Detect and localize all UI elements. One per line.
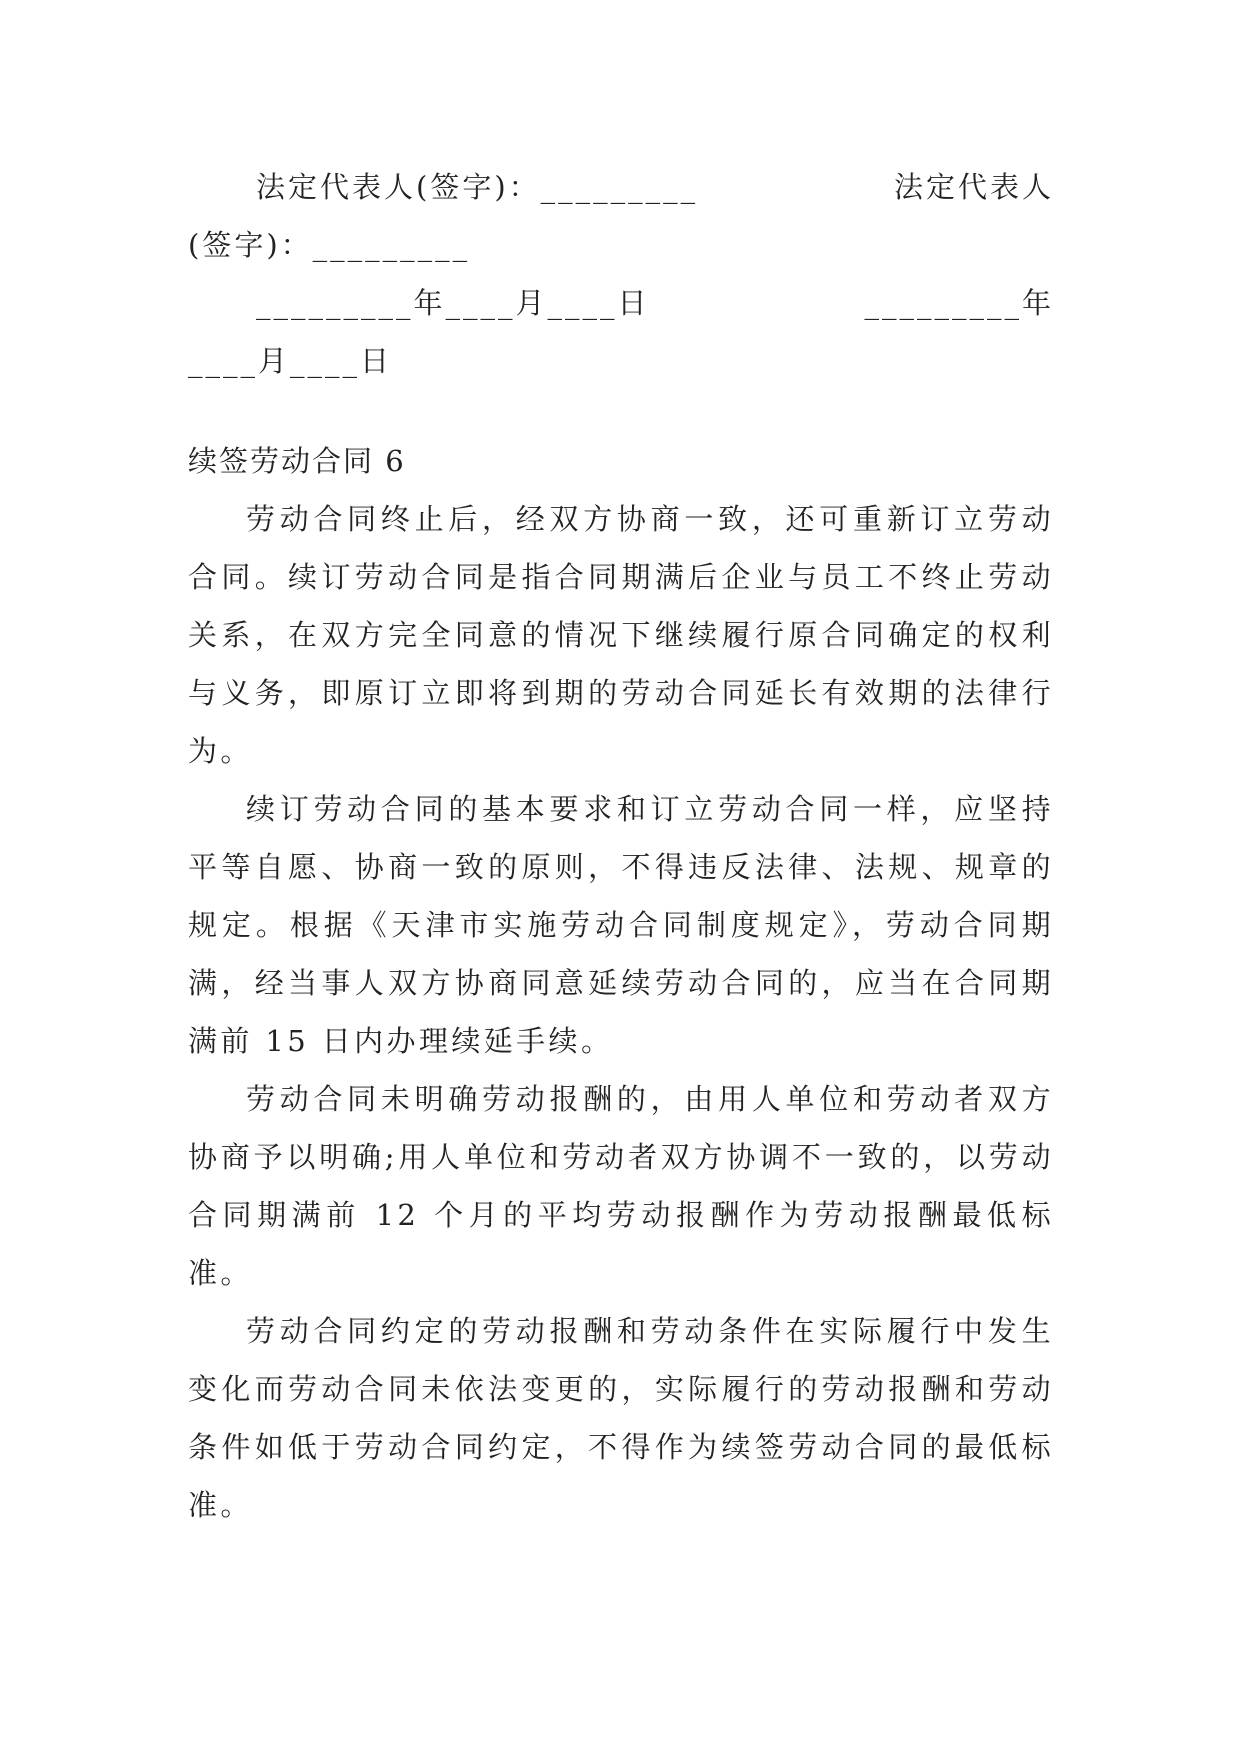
signature-row — [188, 158, 1054, 216]
date-continuation: ____月____日 — [188, 344, 393, 378]
legal-rep-signature-right: 法定代表人 — [893, 170, 1054, 204]
paragraph-4: 劳动合同约定的劳动报酬和劳动条件在实际履行中发生变化而劳动合同未依法变更的，实际履行的劳动报酬和劳动条件如低于劳动合同约定，不得作为续签劳动合同的最低标准。 — [188, 1314, 1054, 1522]
legal-rep-signature-continuation: (签字)：_________ — [188, 228, 471, 262]
paragraph-3: 劳动合同未明确劳动报酬的，由用人单位和劳动者双方协商予以明确;用人单位和劳动者双方协调不一致的，以劳动合同期满前 12 个月的平均劳动报酬作为劳动报酬最低标准。 — [188, 1082, 1054, 1290]
date-row — [188, 274, 1054, 332]
date-right: _________年 — [864, 286, 1054, 320]
legal-rep-signature-left: 法定代表人(签字)：_________ — [256, 170, 699, 204]
paragraph-2: 续订劳动合同的基本要求和订立劳动合同一样，应坚持平等自愿、协商一致的原则，不得违反法律、法规、规章的规定。根据《天津市实施劳动合同制度规定》，劳动合同期满，经当事人双方协商同意延续劳动合同的，应当在合同期满前 15 日内办理续延手续。 — [188, 792, 1054, 1058]
document-body — [188, 158, 1054, 1534]
paragraph-1: 劳动合同终止后，经双方协商一致，还可重新订立劳动合同。续订劳动合同是指合同期满后企业与员工不终止劳动关系，在双方完全同意的情况下继续履行原合同确定的权利与义务，即原订立即将到期的劳动合同延长有效期的法律行为。 — [188, 502, 1054, 768]
section-heading: 续签劳动合同 6 — [188, 444, 406, 478]
date-left: _________年____月____日 — [256, 286, 650, 320]
